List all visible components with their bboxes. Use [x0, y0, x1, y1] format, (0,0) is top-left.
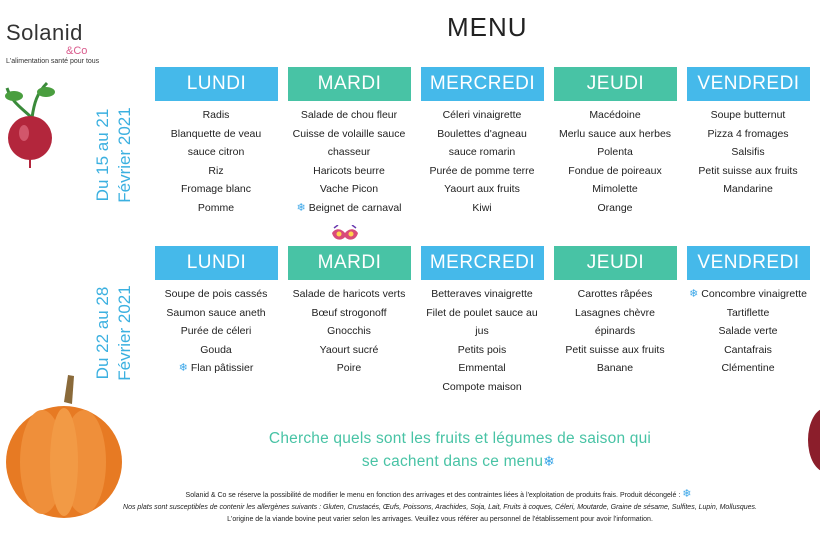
menu-item: Merlu sauce aux herbes — [558, 127, 672, 140]
note-allergens: Nos plats sont susceptibles de contenir les allergènes suivants : Gluten, Crustacés, Œufs, Poissons, Arachides, Soja, Lait, Fruits à coques, Céleri, Moutarde, Graine de sésame, Sulfites, Lupin, Mollusques. — [123, 504, 757, 511]
menu-item: Banane — [596, 362, 634, 374]
menu-item: Filet de poulet sauce au — [426, 306, 538, 319]
menu-item: Compote maison — [442, 380, 522, 393]
menu-item: Emmental — [458, 362, 506, 374]
menu-item: Pomme — [197, 201, 235, 214]
brand-logo — [6, 20, 116, 65]
menu-item: Cuisse de volaille sauce — [292, 127, 406, 140]
menu-item: Haricots beurre — [313, 164, 385, 177]
apple-icon — [804, 405, 820, 475]
menu-item: Blanquette de veau — [170, 127, 262, 140]
week-1-jeudi-menu — [545, 106, 685, 217]
week-2-jeudi-menu — [545, 285, 685, 378]
menu-item: Lasagnes chèvre — [575, 306, 655, 319]
menu-item: Saumon sauce aneth — [166, 306, 266, 319]
week-2-header-jeudi: JEUDI — [554, 246, 677, 280]
menu-item: épinards — [594, 325, 636, 337]
menu-item: jus — [475, 325, 489, 337]
carnival-mask-icon — [330, 225, 360, 245]
menu-item: Polenta — [597, 146, 633, 158]
menu-item-frozen: ❄ Beignet de carnaval — [296, 201, 402, 214]
snowflake-icon: ❄ — [682, 488, 692, 500]
menu-item: sauce citron — [187, 146, 245, 158]
brand-tagline: L'alimentation santé pour tous — [6, 58, 100, 65]
menu-item: Salade verte — [718, 325, 778, 337]
menu-item: Céleri vinaigrette — [442, 109, 522, 121]
week-2-header-mardi: MARDI — [288, 246, 411, 280]
week-2-lundi-menu — [146, 285, 286, 378]
week-1-header-jeudi: JEUDI — [554, 67, 677, 101]
menu-item: Carottes râpées — [577, 288, 653, 300]
snowflake-icon: ❄ — [296, 201, 306, 214]
week-1-lundi-menu — [146, 106, 286, 217]
menu-item: Soupe butternut — [710, 109, 786, 121]
menu-item-frozen: ❄ Concombre vinaigrette — [689, 288, 807, 300]
note-modification: Solanid & Co se réserve la possibilité de modifier le menu en fonction des arrivages et des contraintes liées à l'exploitation de produits frais. Produit décongelé : — [185, 492, 681, 499]
menu-item: Mimolette — [592, 183, 638, 195]
menu-item: Riz — [208, 164, 224, 177]
beet-icon — [2, 78, 62, 168]
menu-item: Petit suisse aux fruits — [698, 164, 798, 177]
menu-item: Fondue de poireaux — [568, 164, 662, 177]
menu-item: Poire — [336, 362, 362, 374]
seasonal-question: Cherche quels sont les fruits et légumes de saison qui se cachent dans ce menu❄ — [268, 430, 652, 470]
menu-item: Soupe de pois cassés — [164, 288, 268, 300]
week-1-label: Du 15 au 21 Février 2021 — [93, 107, 134, 203]
page-title: MENU — [447, 12, 528, 42]
menu-item: Bœuf strogonoff — [311, 306, 387, 319]
menu-item: Cantafrais — [724, 343, 772, 356]
week-1-header-mercredi: MERCREDI — [421, 67, 544, 101]
week-2-mardi-menu — [279, 285, 419, 378]
menu-item: Mandarine — [723, 183, 773, 195]
menu-item: Pizza 4 fromages — [707, 127, 789, 140]
menu-item: Tartiflette — [726, 306, 770, 319]
menu-item-frozen: ❄ Flan pâtissier — [178, 362, 254, 374]
snowflake-icon: ❄ — [543, 453, 556, 469]
menu-item: sauce romarin — [448, 146, 516, 158]
brand-name: Solanid — [6, 20, 83, 45]
week-2-vendredi-menu — [678, 285, 818, 378]
week-2-header-mercredi: MERCREDI — [421, 246, 544, 280]
snowflake-icon: ❄ — [689, 288, 699, 300]
menu-item: Yaourt sucré — [319, 343, 379, 356]
snowflake-icon: ❄ — [178, 362, 188, 374]
week-2-mercredi-menu — [412, 285, 552, 396]
menu-item: Purée de pomme terre — [429, 164, 535, 177]
menu-item: Kiwi — [472, 201, 492, 214]
week-1-header-mardi: MARDI — [288, 67, 411, 101]
menu-item: Petit suisse aux fruits — [565, 343, 665, 356]
week-1-vendredi-menu — [678, 106, 818, 199]
week-2-header-vendredi: VENDREDI — [687, 246, 810, 280]
footer-notes — [60, 488, 820, 526]
brand-co: &Co — [66, 45, 88, 57]
menu-item: Salade de haricots verts — [292, 288, 406, 300]
menu-item: Fromage blanc — [180, 183, 252, 195]
menu-item: Orange — [597, 201, 633, 214]
note-origin: L'origine de la viande bovine peut varier selon les arrivages. Veuillez vous référer au personnel de l'établissement pour avoir l'information. — [227, 516, 653, 523]
menu-item: Gouda — [200, 343, 232, 356]
week-2-label: Du 22 au 28 Février 2021 — [93, 285, 134, 381]
menu-item: Salsifis — [731, 146, 765, 158]
menu-item: Macédoine — [589, 109, 641, 121]
week-1-mercredi-menu — [412, 106, 552, 217]
menu-item: Radis — [202, 109, 230, 121]
menu-item: Salade de chou fleur — [300, 109, 398, 121]
menu-item: Yaourt aux fruits — [444, 183, 520, 195]
menu-item: Clémentine — [721, 362, 775, 374]
menu-item: chasseur — [327, 146, 371, 158]
week-2-header-lundi: LUNDI — [155, 246, 278, 280]
menu-item: Petits pois — [457, 343, 507, 356]
menu-item: Betteraves vinaigrette — [431, 288, 533, 300]
menu-item: Vache Picon — [319, 183, 379, 195]
week-1-mardi-menu — [279, 106, 419, 217]
week-1-header-vendredi: VENDREDI — [687, 67, 810, 101]
menu-item: Purée de céleri — [180, 325, 252, 337]
week-1-header-lundi: LUNDI — [155, 67, 278, 101]
menu-item: Gnocchis — [327, 325, 371, 337]
menu-item: Boulettes d'agneau — [437, 127, 527, 140]
